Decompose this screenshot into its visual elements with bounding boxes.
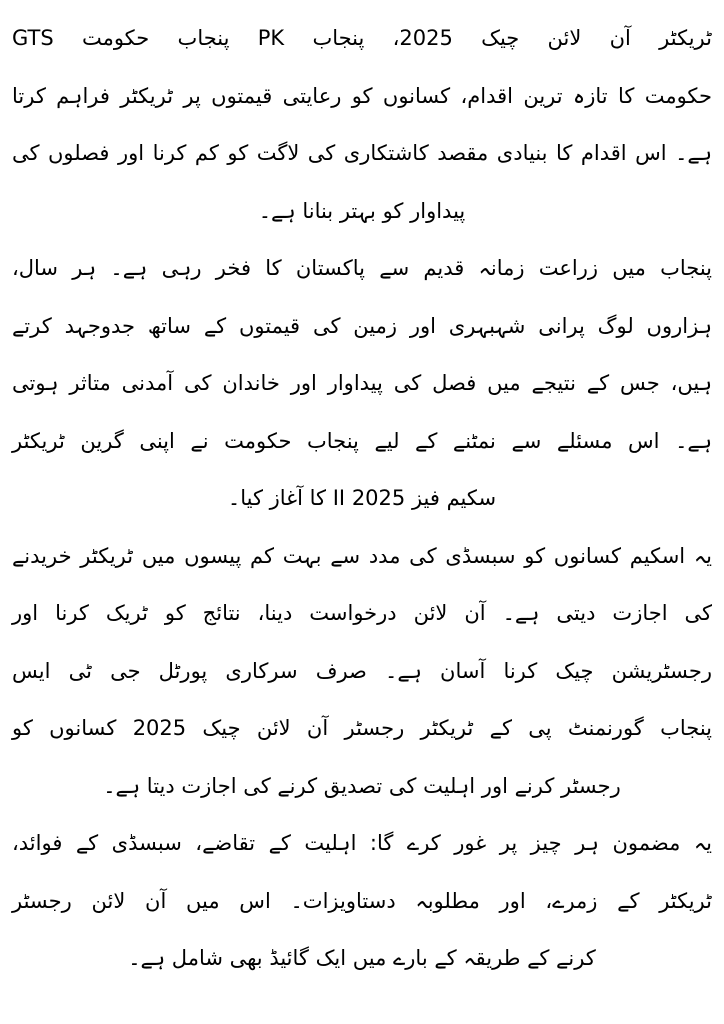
text-line: ٹریکٹر آن لائن چیک 2025، پنجاب PK پنجاب حکومت GTS	[12, 26, 712, 50]
text-line: یہ مضمون ہر چیز پر غور کرے گا: اہلیت کے تقاضے، سبسڈی کے فوائد،	[12, 831, 712, 855]
text-line: کی اجازت دیتی ہے۔ آن لائن درخواست دینا، نتائج کو ٹریک کرنا اور	[12, 601, 712, 625]
text-line: پیداوار کو بہتر بنانا ہے۔	[258, 198, 466, 223]
paragraph-background	[12, 240, 712, 528]
text-line: رجسٹریشن چیک کرنا آسان ہے۔ صرف سرکاری پورٹل جی ٹی ایس	[12, 658, 712, 683]
text-line: رجسٹر کرنے اور اہلیت کی تصدیق کرنے کی اجازت دیتا ہے۔	[103, 773, 621, 798]
text-line: ہے۔ اس مسئلے سے نمٹنے کے لیے پنجاب حکومت نے اپنی گرین ٹریکٹر	[12, 428, 712, 453]
text-line: یہ اسکیم کسانوں کو سبسڈی کی مدد سے بہت کم پیسوں میں ٹریکٹر خریدنے	[12, 543, 712, 568]
text-line: ٹریکٹر کے زمرے، اور مطلوبہ دستاویزات۔ اس میں آن لائن رجسٹر	[12, 888, 712, 913]
text-line: ہے۔ اس اقدام کا بنیادی مقصد کاشتکاری کی لاگت کو کم کرنا اور فصلوں کی	[12, 141, 712, 165]
paragraph-scheme	[12, 528, 712, 816]
paragraph-intro	[12, 10, 712, 240]
text-line: ہیں، جس کے نتیجے میں فصل کی پیداوار اور خاندان کی آمدنی متاثر ہوتی	[12, 371, 712, 395]
text-line: ہزاروں لوگ پرانی شہبہری اور زمین کی قیمتوں کے ساتھ جدوجہد کرتے	[12, 313, 712, 338]
text-line: سکیم فیز 2025 II کا آغاز کیا۔	[227, 486, 497, 510]
text-line: کرنے کے طریقہ کے بارے میں ایک گائیڈ بھی شامل ہے۔	[128, 946, 596, 970]
text-line: پنجاب میں زراعت زمانہ قدیم سے پاکستان کا فخر رہی ہے۔ ہر سال،	[12, 256, 712, 280]
paragraph-overview	[12, 815, 712, 988]
text-line: حکومت کا تازہ ترین اقدام، کسانوں کو رعایتی قیمتوں پر ٹریکٹر فراہم کرتا	[12, 83, 712, 108]
text-line: پنجاب گورنمنٹ پی کے ٹریکٹر رجسٹر آن لائن چیک 2025 کسانوں کو	[12, 716, 712, 740]
